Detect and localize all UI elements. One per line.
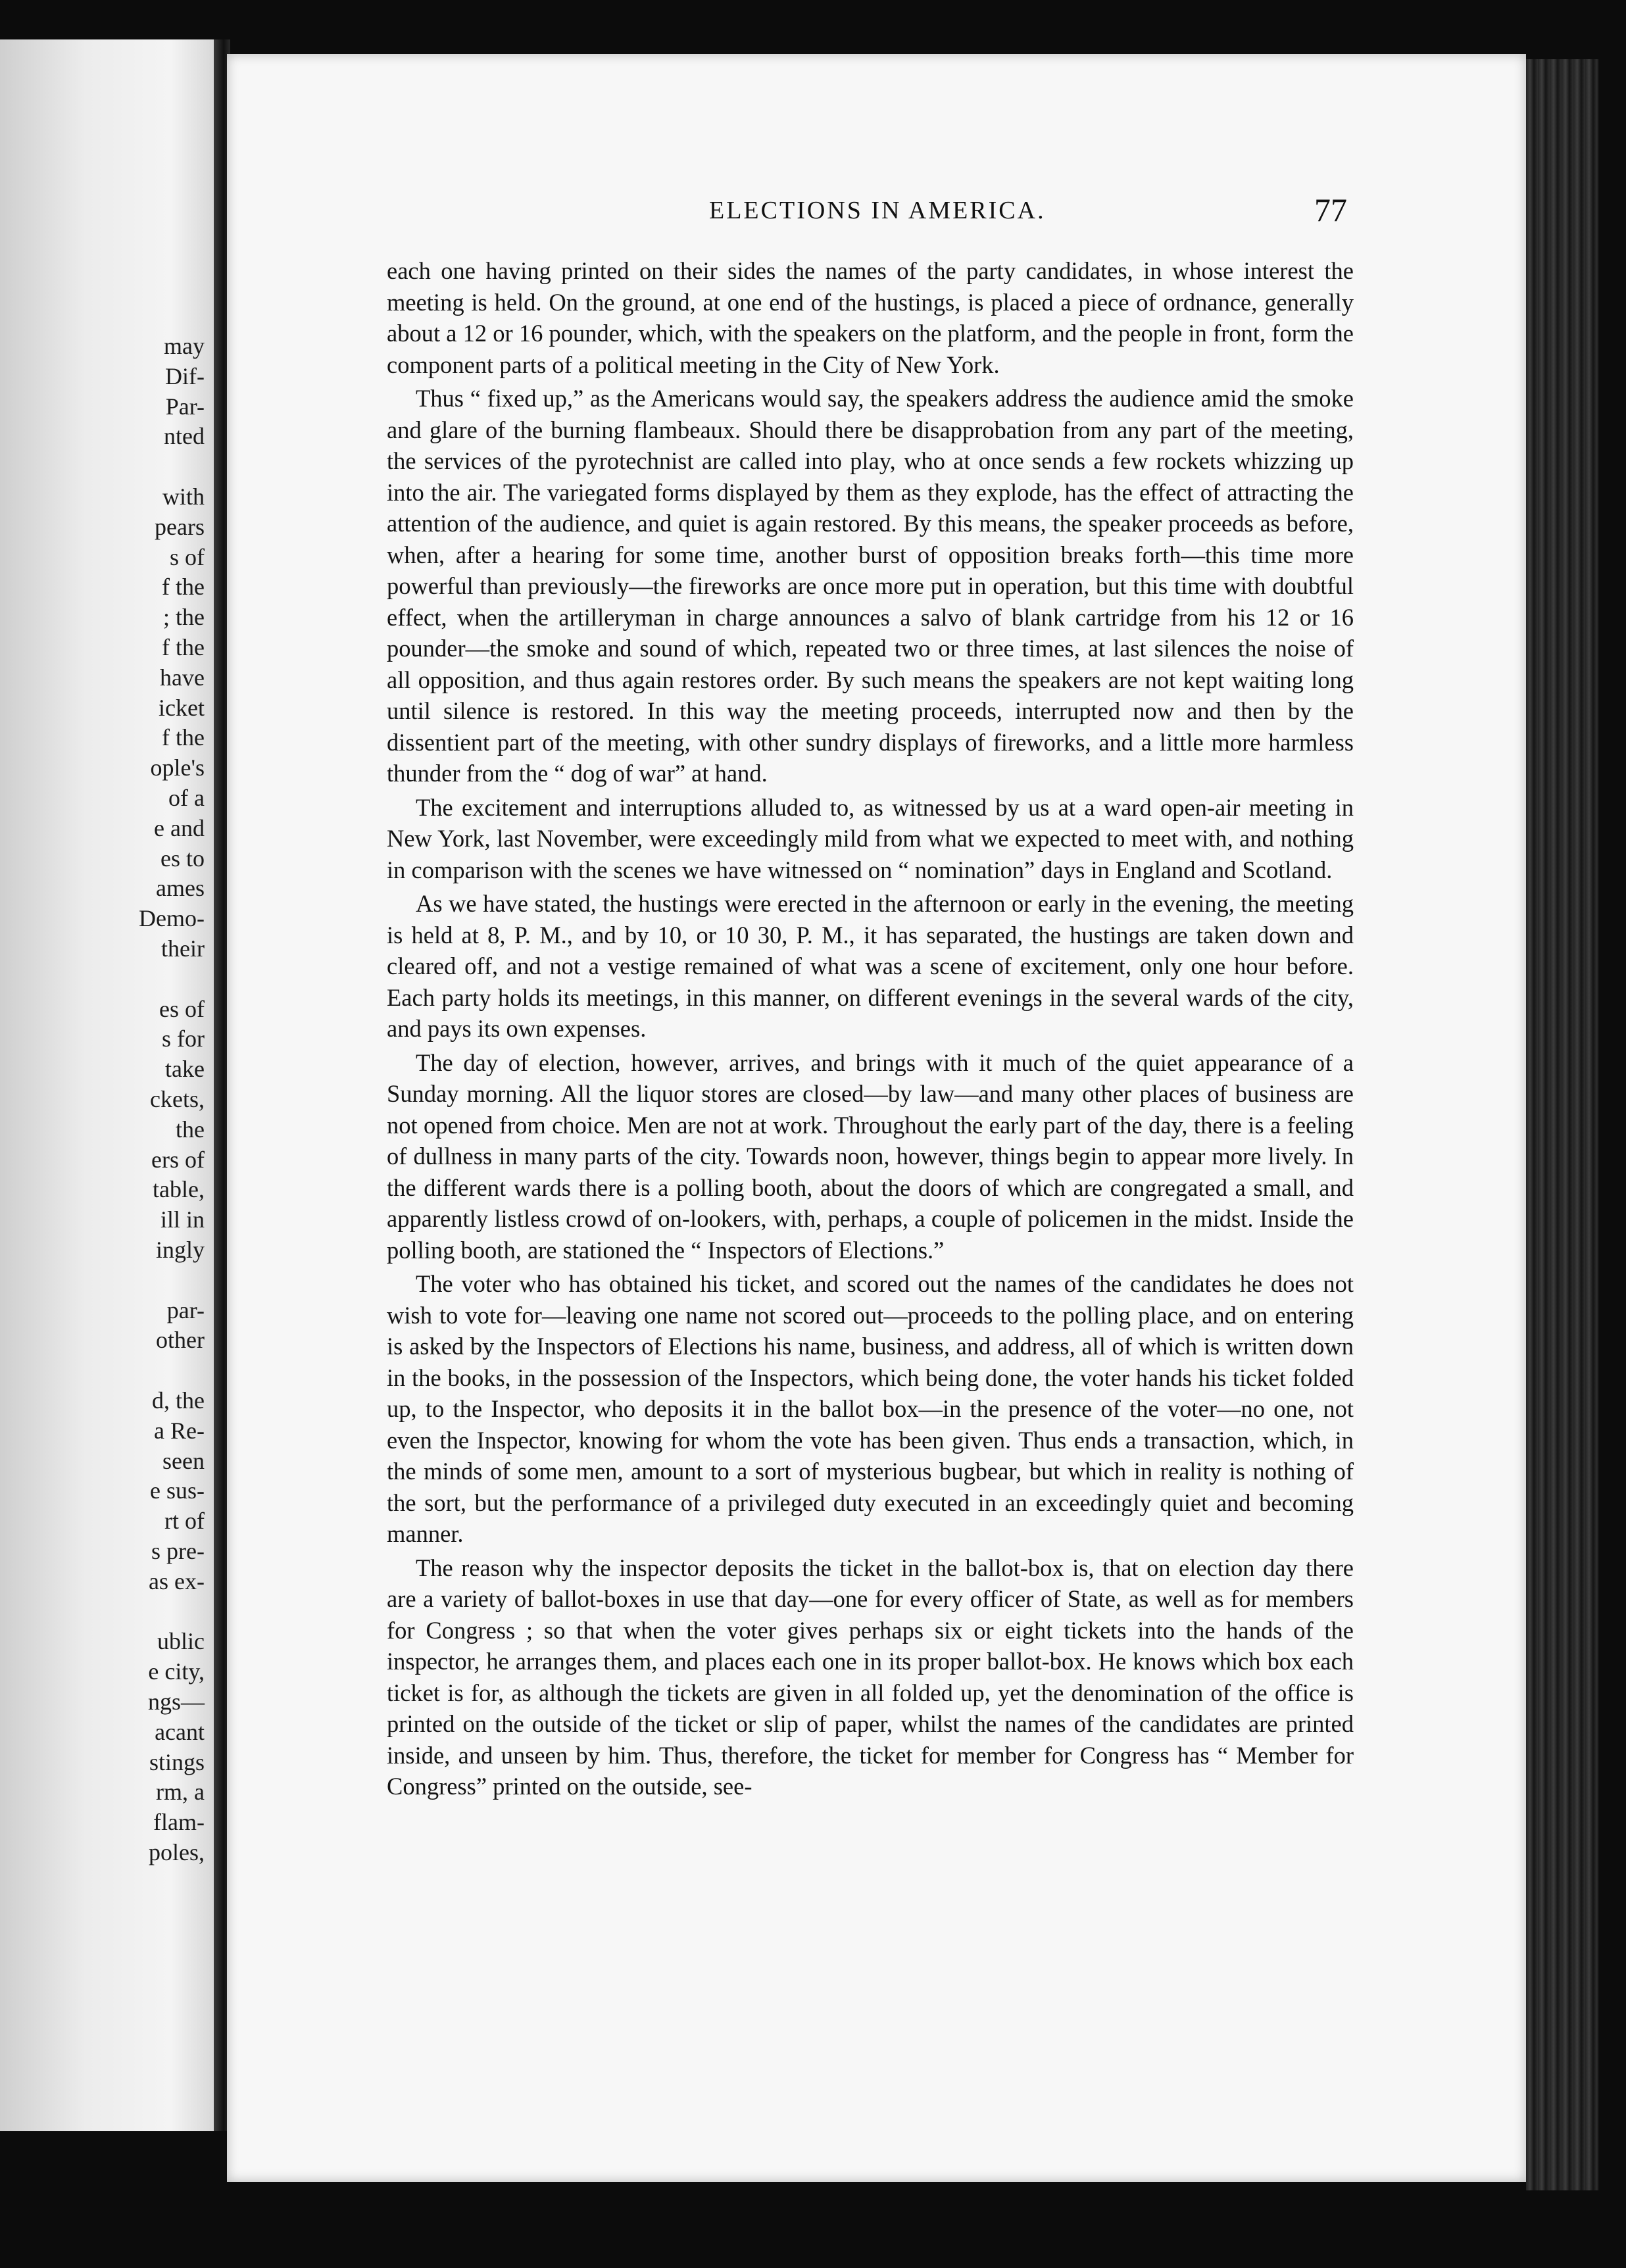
left-page-fragment: pears — [155, 513, 205, 540]
running-head: ELECTIONS IN AMERICA. — [709, 197, 1046, 224]
left-page-fragment: take — [165, 1056, 205, 1083]
left-page-fragment: rm, a — [156, 1779, 205, 1806]
paragraph: The day of election, however, arrives, and brings with it much of the quiet appearance of a Sunday morning. All the liquor stores are closed—by law—and many other places of business are not opened from choice. Men are not at work. Throughout the early part of the day, there is a feeling of dullness in many parts of the city. Towards noon, however, things begin to appear more lively. In the different wards there is a polling booth, about the doors of which are congregated a small, and apparently listless crowd of on-lookers, with, perhaps, a couple of policemen in the midst. Inside the polling booth, are stationed the “ Inspectors of Elections.” — [387, 1048, 1354, 1264]
left-page-fragment: poles, — [149, 1839, 205, 1865]
left-page-fragment: ngs— — [147, 1689, 205, 1715]
left-page — [0, 39, 214, 2131]
paragraph: each one having printed on their sides the names of the party candidates, in whose interest the meeting is held. On the ground, at one end of the hustings, is placed a piece of ordnance, generally about a 12 or 16 pounder, which, with the speakers on the platform, and the people in front, form the component parts of a political meeting in the City of New York. — [387, 257, 1354, 378]
body-text — [387, 255, 1354, 1802]
left-page-fragment: may — [164, 333, 205, 359]
left-page-fragment: ill in — [160, 1206, 205, 1233]
left-page-fragment: with — [162, 483, 205, 510]
left-page-fragment: table, — [153, 1176, 205, 1203]
left-page-fragment: ingly — [155, 1237, 205, 1263]
left-page-fragment: ; the — [163, 604, 205, 631]
left-page-fragment: ckets, — [150, 1086, 205, 1112]
left-page-fragment: s pre- — [151, 1538, 205, 1564]
left-page-fragment: s for — [162, 1025, 205, 1052]
left-page-fragment: rt of — [164, 1508, 205, 1535]
left-page-fragment: nted — [164, 423, 205, 450]
left-page-fragment: other — [156, 1327, 205, 1354]
page-edges — [1526, 59, 1598, 2190]
left-page-fragment: f the — [162, 634, 205, 660]
left-page-fragment: f the — [162, 724, 205, 751]
page-number: 77 — [1314, 191, 1347, 228]
left-page-fragment: acant — [155, 1718, 205, 1745]
left-page-fragment: Demo- — [139, 905, 205, 932]
left-page-fragment: es to — [160, 845, 205, 872]
left-page-fragment: Par- — [165, 393, 205, 420]
left-page-fragment: a Re- — [154, 1417, 205, 1444]
left-page-fragment: stings — [149, 1748, 205, 1775]
left-page-fragment: e sus- — [150, 1477, 205, 1504]
paragraph: The excitement and interruptions alluded to, as witnessed by us at a ward open-air meeting in New York, last November, were exceedingly mild from what we expected to meet with, and nothing in comparison with the scenes we have witnessed on “ nomination” days in England and Scotland. — [387, 793, 1354, 883]
paragraph: The voter who has obtained his ticket, and scored out the names of the candidates he does not wish to vote for—leaving one name not scored out—proceeds to the polling place, and on entering is asked by the Inspectors of Elections his name, business, and address, all of which is written down in the books, in the possession of the Inspectors, which being done, the voter hands his ticket folded up, to the Inspector, who deposits it in the ballot box—in the presence of the voter—no one, not even the Inspector, knowing for whom the vote has been given. Thus ends a transaction, which, in the minds of some men, amount to a sort of mysterious bugbear, but which in reality is nothing of the sort, but the performance of a privileged duty executed in an exceedingly quiet and becoming manner. — [387, 1270, 1354, 1547]
left-page-fragment: ople's — [150, 754, 205, 781]
left-page-fragment: ames — [156, 875, 205, 902]
left-page-fragment: the — [176, 1116, 205, 1143]
left-page-fragment: flam- — [153, 1809, 205, 1836]
left-page-fragment: e and — [154, 814, 205, 841]
left-page-fragment: ublic — [157, 1628, 205, 1655]
left-page-fragment: es of — [159, 995, 205, 1022]
left-page-fragment: icket — [159, 694, 205, 721]
left-page-fragment: e city, — [148, 1658, 205, 1685]
paragraph: As we have stated, the hustings were erected in the afternoon or early in the evening, the meeting is held at 8, P. M., and by 10, or 10 30, P. M., it has separated, the hustings are taken down and cleared off, and not a vestige remained of what was a scene of excitement, only one hour before. Each party holds its meetings, in this manner, on different evenings in the several wards of the city, and pays its own expenses. — [387, 890, 1354, 1042]
left-page-fragment: have — [160, 664, 205, 691]
left-page-fragment: Dif- — [165, 362, 205, 389]
left-page-fragment: ers of — [151, 1146, 205, 1173]
left-page-fragment: their — [161, 935, 205, 962]
left-page-fragment: s of — [170, 543, 205, 570]
left-page-fragment: f the — [162, 574, 205, 601]
left-page-fragment: seen — [162, 1447, 205, 1474]
paragraph: The reason why the inspector deposits the ticket in the ballot-box is, that on election day there are a variety of ballot-boxes in use that day—one for every officer of State, as well as for members for Congress ; so that when the voter gives perhaps six or eight tickets into the hands of the inspector, he arranges them, and places each one in its proper ballot-box. He knows which box each ticket is for, as although the tickets are given in all folded up, yet the denomination of the office is printed on the outside of the ticket or slip of paper, whilst the names of the candidates are printed inside, and unseen by him. Thus, therefore, the ticket for member for Congress has “ Member for Congress” printed on the outside, see- — [387, 1554, 1354, 1800]
paragraph: Thus “ fixed up,” as the Americans would say, the speakers address the audience amid the smoke and glare of the burning flambeaux. Should there be disapprobation from any part of the meeting, the services of the pyrotechnist are called into play, who at once sends a few rockets whizzing up into the air. The variegated forms displayed by them as they explode, has the effect of attracting the attention of the audience, and quiet is again restored. By this means, the speaker proceeds as before, when, after a hearing for some time, another burst of opposition breaks forth—this time more powerful than previously—the fireworks are once more put in operation, but this time with doubtful effect, when the artilleryman in charge announces a salvo of blank cartridge from his 12 or 16 pounder—the smoke and sound of which, repeated two or three times, at last silences the noise of all opposition, and thus again restores order. By such means the speakers are not kept waiting long until silence is restored. In this way the meeting proceeds, interrupted now and then by the dissentient part of the meeting, with other sundry displays of fireworks, and a little more harmless thunder from the “ dog of war” at hand. — [387, 385, 1354, 787]
left-page-fragment: par- — [166, 1296, 205, 1323]
left-page-fragment: of a — [168, 785, 205, 811]
left-page-fragment: as ex- — [149, 1567, 205, 1594]
left-page-fragment: d, the — [152, 1387, 205, 1414]
